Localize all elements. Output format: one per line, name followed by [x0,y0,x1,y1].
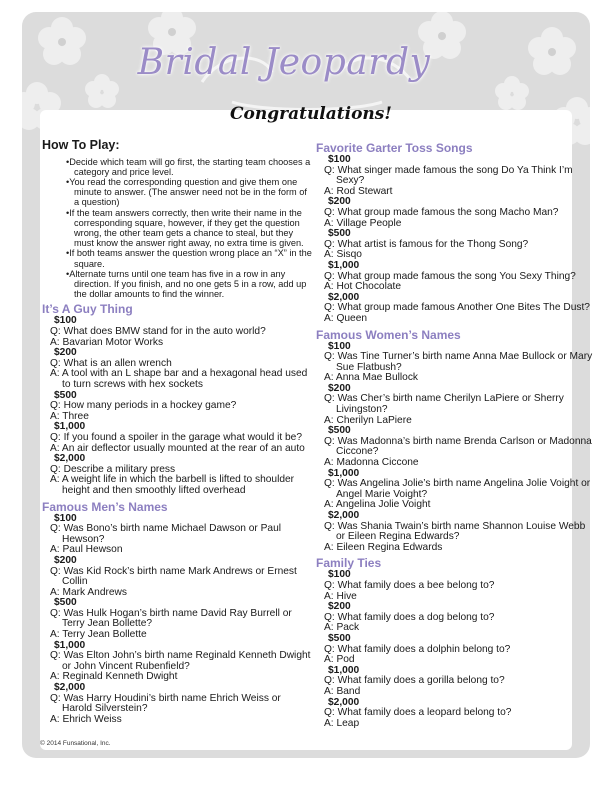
question-text: Q: What group made famous the song Macho Man? [324,206,559,218]
question-text: Q: Was Shania Twain’s birth name Shannon Louise Webb or Eileen Regina Edwards? [324,520,586,543]
price-label: $1,000 [54,421,86,433]
category-title: It’s A Guy Thing [42,302,133,317]
category-famous-womens-names [316,328,594,554]
how-to-play-heading: How To Play: [42,138,120,152]
question-text: Q: How many periods in a hockey game? [50,400,237,412]
question-text: Q: What family does a dog belong to? [324,611,495,623]
price-label: $1,000 [328,664,360,676]
answer-text: A: A tool with an L shape bar and a hexagonal head used to turn screws with hex sockets [50,368,308,390]
price-label: $100 [54,315,77,327]
question-text: Q: What family does a gorilla belong to? [324,675,505,687]
question-text: Q: What family does a leopard belong to? [324,707,512,719]
price-label: $1,000 [54,639,86,651]
category-garter-toss-songs [316,141,594,325]
question-text: Q: Was Madonna’s birth name Brenda Carlson or Madonna Ciccone? [324,435,592,458]
question-text: Q: Was Harry Houdini’s birth name Ehrich Weiss or Harold Silverstein? [50,692,281,715]
answer-text: A: Reginald Kenneth Dwight [50,671,178,683]
answer-text: A: Pod [324,654,355,666]
price-label: $100 [328,340,351,352]
answer-text: A: Rod Stewart [324,185,393,197]
price-label: $200 [328,601,351,613]
page-title: Bridal Jeopardy [137,42,431,83]
answer-text: A: Hot Chocolate [324,281,402,293]
price-label: $200 [54,554,77,566]
answer-text: A: Queen [324,312,368,324]
question-text: Q: Was Angelina Jolie’s birth name Angelina Jolie Voight or Angel Marie Voight? [324,478,591,500]
answer-text: A: Sisqo [324,249,362,261]
price-label: $100 [328,154,351,165]
answer-text: A: Pack [324,622,360,634]
answer-text: A: Madonna Ciccone [324,457,419,469]
category-title: Famous Men’s Names [42,499,168,514]
copyright-footer: © 2014 Funsational, Inc. [40,740,111,747]
question-text: Q: Was Cher’s birth name Cherilyn LaPiere or Sherry Livingston? [324,393,564,416]
how-to-play-step: • Decide which team will go first, the starting team chooses a category and price level. [66,157,312,177]
answer-text: A: Three [50,410,89,422]
category-guy-thing [42,302,312,496]
price-label: $200 [328,382,351,394]
price-label: $1,000 [328,259,360,271]
how-to-play-step: • You read the corresponding question and give them one minute to answer. (The answer need not be in the form of a question) [66,177,312,208]
answer-text: A: Paul Hewson [50,544,123,556]
answer-text: A: An air deflector usually mounted at the rear of an auto [50,442,305,454]
answer-text: A: Anna Mae Bullock [324,372,419,384]
price-label: $200 [328,196,351,208]
left-column [42,140,312,725]
question-text: Q: What group made famous the song You Sexy Thing? [324,270,576,282]
answer-text: A: Village People [324,217,402,229]
price-label: $2,000 [328,510,360,521]
question-text: Q: What does BMW stand for in the auto world? [50,326,266,338]
question-text: Q: If you found a spoiler in the garage what would it be? [50,431,303,443]
answer-text: A: Band [324,685,361,697]
how-to-play-step: • If the team answers correctly, then write their name in the corresponding square, however, if they get the question wrong, the other team gets a chance to steal, but they must know the answer right away, no extra time is given. [66,208,312,249]
question-text: Q: Was Elton John’s birth name Reginald Kenneth Dwight or John Vincent Rubenfield? [50,650,311,672]
answer-text: A: Hive [324,590,357,602]
price-label: $2,000 [328,291,360,303]
category-title: Favorite Garter Toss Songs [316,141,473,155]
price-label: $100 [54,512,77,524]
price-label: $2,000 [54,453,86,465]
answer-text: A: Leap [324,717,360,729]
question-text: Q: What family does a bee belong to? [324,579,495,591]
price-label: $2,000 [54,682,86,694]
how-to-play-steps [66,157,312,300]
price-label: $500 [328,228,351,240]
category-title: Famous Women’s Names [316,327,461,342]
question-text: Q: What family does a dolphin belong to? [324,643,511,655]
price-label: $500 [328,425,351,437]
answer-text: A: Bavarian Motor Works [50,336,164,348]
price-label: $500 [54,389,77,401]
answer-text: A: Ehrich Weiss [50,713,122,725]
price-label: $500 [328,632,351,644]
answer-text: A: Cherilyn LaPiere [324,414,412,426]
question-text: Q: Was Tine Turner’s birth name Anna Mae Bullock or Mary Sue Flatbush? [324,351,593,373]
question-text: Q: What singer made famous the song Do Ya Think I’m Sexy? [324,164,573,187]
right-column [316,138,594,729]
answer-text: A: A weight life in which the barbell is lifted to shoulder height and then smoothly lifted overhead [50,474,295,496]
price-label: $2,000 [328,696,360,708]
question-text: Q: Was Bono’s birth name Michael Dawson or Paul Hewson? [50,523,282,545]
category-family-ties [316,556,594,729]
question-text: Q: What artist is famous for the Thong Song? [324,238,529,250]
answer-text: A: Angelina Jolie Voight [324,499,431,511]
how-to-play-step: • Alternate turns until one team has five in a row in any direction. If you finish, and no one gets 5 in a row, add up the dollar amounts to find the winner. [66,269,312,300]
question-text: Q: What group made famous Another One Bites The Dust? [324,302,590,314]
category-famous-mens-names [42,500,312,726]
answer-text: A: Terry Jean Bollette [50,629,147,641]
price-label: $100 [328,569,351,581]
price-label: $500 [54,597,77,609]
question-text: Q: Was Kid Rock’s birth name Mark Andrews or Ernest Collin [50,565,297,588]
answer-text: A: Eileen Regina Edwards [324,541,443,553]
how-to-play-step: • If both teams answer the question wrong place an “X” in the square. [66,248,312,268]
question-text: Q: Describe a military press [50,463,176,475]
question-text: Q: What is an allen wrench [50,357,172,369]
question-text: Q: Was Hulk Hogan’s birth name David Ray Burrell or Terry Jean Bollette? [50,607,292,630]
price-label: $200 [54,347,77,359]
congratulations-heading: Congratulations! [230,104,392,124]
answer-text: A: Mark Andrews [50,586,127,598]
category-title: Family Ties [316,556,382,571]
price-label: $1,000 [328,467,360,479]
